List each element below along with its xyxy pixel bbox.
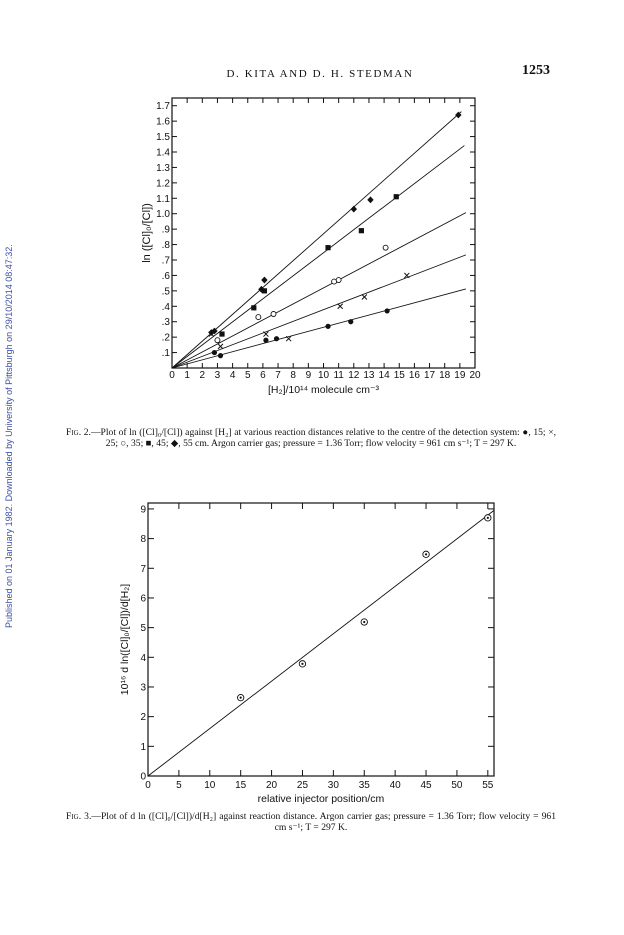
fig2-point-35 bbox=[271, 312, 276, 317]
fig3-x-tick-label: 35 bbox=[358, 780, 370, 791]
fig2-point-15 bbox=[218, 353, 223, 358]
fig2-point-45 bbox=[262, 288, 267, 293]
fig2-x-tick-label: 0 bbox=[169, 370, 175, 381]
fig2-y-tick-label: 1.0 bbox=[156, 209, 170, 221]
fig2-x-tick-label: 12 bbox=[348, 370, 360, 381]
fig2-point-45 bbox=[251, 305, 256, 310]
fig2-point-35 bbox=[256, 315, 261, 320]
fig2-point-55 bbox=[367, 196, 373, 203]
fig3-point-ring bbox=[299, 661, 305, 667]
fig2-fit-line-45 bbox=[172, 146, 464, 368]
fig2-cross-stroke bbox=[218, 344, 223, 349]
fig2-x-tick-label: 11 bbox=[333, 370, 344, 381]
fig3-point-dot bbox=[487, 517, 489, 519]
figure-2-caption-lead: Fig. 2. bbox=[66, 427, 91, 438]
fig2-x-tick-label: 9 bbox=[305, 370, 312, 381]
fig2-fit-line-15 bbox=[172, 289, 466, 368]
figure-3-caption-lead: Fig. 3. bbox=[66, 811, 92, 822]
fig3-x-tick-label: 30 bbox=[327, 780, 339, 791]
fig2-cross-stroke bbox=[286, 336, 291, 341]
figure-3-caption bbox=[66, 811, 556, 833]
fig2-point-45 bbox=[219, 331, 224, 336]
fig3-x-tick-label: 20 bbox=[266, 780, 278, 791]
fig2-point-15 bbox=[385, 308, 390, 313]
fig2-fit-line-55 bbox=[172, 112, 461, 368]
fig2-point-55 bbox=[211, 328, 217, 335]
figure-2-caption-text: —Plot of ln ([Cl]₀/[Cl]) against [H₂] at various reaction distances relative to the centre of the detection system: ●, 15; ×, 25; ○, 35; ■, 45; ◆, 55 cm. Argon carrier gas; pressure = 1.36 Torr; flow velocity = 961 cm s⁻¹; T = 297 K. bbox=[90, 427, 557, 449]
fig2-point-45 bbox=[394, 194, 399, 199]
running-head: D. KITA AND D. H. STEDMAN bbox=[226, 68, 414, 80]
fig2-y-tick-label: 1.2 bbox=[156, 178, 170, 190]
fig2-y-tick-label: .6 bbox=[161, 270, 170, 282]
fig3-y-tick-label: 3 bbox=[140, 682, 146, 694]
fig2-point-25 bbox=[286, 336, 291, 341]
fig2-point-45 bbox=[359, 228, 364, 233]
fig3-point-dot bbox=[301, 663, 303, 665]
fig2-point-55 bbox=[455, 112, 461, 119]
fig2-cross-stroke bbox=[263, 332, 268, 337]
download-watermark-text: Published on 01 January 1982. Downloaded by University of Pittsburgh on 29/10/2014 08:47:32. bbox=[4, 244, 14, 628]
fig2-point-25 bbox=[263, 332, 268, 337]
fig2-y-tick-label: 1.1 bbox=[156, 193, 170, 205]
fig2-x-tick-label: 15 bbox=[393, 370, 405, 381]
fig2-cross-stroke bbox=[362, 295, 367, 300]
fig2-x-tick-label: 3 bbox=[214, 370, 221, 381]
fig2-cross-stroke bbox=[362, 295, 367, 300]
fig2-y-tick-label: 1.3 bbox=[156, 162, 170, 174]
fig2-cross-stroke bbox=[404, 273, 409, 278]
fig3-x-tick-label: 0 bbox=[145, 780, 151, 791]
fig2-x-tick-label: 17 bbox=[423, 370, 436, 381]
fig3-y-tick-label: 8 bbox=[140, 534, 146, 546]
fig2-plot-frame bbox=[172, 98, 475, 368]
fig3-y-tick-label: 2 bbox=[140, 712, 146, 724]
fig3-point-ring bbox=[485, 515, 491, 521]
fig3-point-dot bbox=[363, 621, 365, 623]
fig2-x-tick-label: 5 bbox=[244, 370, 251, 381]
fig2-point-15 bbox=[263, 338, 268, 343]
fig2-x-axis-label: [H₂]/10¹⁴ molecule cm⁻³ bbox=[268, 384, 379, 396]
fig2-point-15 bbox=[348, 319, 353, 324]
fig3-y-tick-label: 4 bbox=[140, 652, 146, 664]
fig2-x-tick-label: 2 bbox=[199, 370, 206, 381]
fig3-x-tick-label: 50 bbox=[451, 780, 463, 791]
fig2-fit-line-25 bbox=[172, 255, 466, 368]
fig3-x-tick-label: 10 bbox=[204, 780, 216, 791]
fig2-fit-line-35 bbox=[172, 213, 466, 368]
fig2-point-45 bbox=[325, 245, 330, 250]
fig3-y-tick-label: 0 bbox=[140, 771, 146, 783]
fig2-point-15 bbox=[212, 350, 217, 355]
fig2-x-tick-label: 19 bbox=[454, 370, 466, 381]
fig3-y-tick-label: 7 bbox=[140, 563, 146, 575]
fig2-y-tick-label: .9 bbox=[161, 224, 170, 236]
fig3-y-tick-label: 9 bbox=[140, 504, 146, 516]
fig2-x-tick-label: 4 bbox=[229, 370, 236, 381]
fig2-cross-stroke bbox=[338, 304, 343, 309]
fig2-point-55 bbox=[351, 206, 357, 213]
download-watermark bbox=[4, 158, 20, 628]
fig2-point-55 bbox=[261, 277, 267, 284]
fig2-y-tick-label: .7 bbox=[161, 255, 170, 267]
fig3-plot-frame bbox=[148, 503, 494, 776]
fig2-point-15 bbox=[274, 336, 279, 341]
fig2-x-tick-label: 7 bbox=[275, 370, 281, 381]
fig2-cross-stroke bbox=[286, 336, 291, 341]
fig2-cross-stroke bbox=[404, 273, 409, 278]
fig2-x-tick-label: 6 bbox=[260, 370, 266, 381]
fig2-x-tick-label: 13 bbox=[363, 370, 375, 381]
fig3-x-tick-label: 25 bbox=[296, 780, 309, 791]
fig2-cross-stroke bbox=[209, 332, 214, 337]
fig2-point-25 bbox=[218, 344, 223, 349]
fig3-x-tick-label: 5 bbox=[176, 780, 182, 791]
fig3-x-tick-label: 55 bbox=[482, 780, 494, 791]
page-number: 1253 bbox=[522, 63, 550, 78]
fig2-x-tick-label: 20 bbox=[469, 370, 481, 381]
fig2-y-tick-label: 1.7 bbox=[156, 101, 170, 113]
fig2-point-35 bbox=[215, 338, 220, 343]
fig2-x-tick-label: 16 bbox=[408, 370, 420, 381]
fig2-point-35 bbox=[383, 245, 388, 250]
fig3-x-axis-label: relative injector position/cm bbox=[257, 793, 385, 805]
fig3-x-tick-label: 40 bbox=[389, 780, 401, 791]
fig3-point-ring bbox=[237, 694, 243, 700]
fig2-x-tick-label: 8 bbox=[290, 370, 296, 381]
fig2-y-tick-label: .5 bbox=[161, 286, 170, 298]
fig3-y-tick-label: 6 bbox=[140, 593, 146, 605]
fig2-point-55 bbox=[208, 329, 214, 336]
fig3-x-tick-label: 15 bbox=[235, 780, 247, 791]
fig2-point-25 bbox=[404, 273, 409, 278]
fig3-point-dot bbox=[425, 553, 427, 555]
fig2-y-tick-label: 1.4 bbox=[156, 147, 170, 159]
fig2-x-tick-label: 18 bbox=[439, 370, 451, 381]
fig2-y-tick-label: .4 bbox=[161, 301, 170, 313]
fig2-x-tick-label: 14 bbox=[378, 370, 390, 381]
fig2-point-25 bbox=[338, 304, 343, 309]
fig2-point-35 bbox=[336, 278, 341, 283]
fig2-y-tick-label: .3 bbox=[161, 317, 170, 329]
fig2-y-tick-label: .1 bbox=[161, 348, 170, 360]
fig3-y-tick-label: 5 bbox=[140, 623, 146, 635]
fig2-y-tick-label: 1.6 bbox=[156, 116, 170, 128]
fig3-x-tick-label: 45 bbox=[420, 780, 432, 791]
fig2-point-25 bbox=[209, 332, 214, 337]
fig2-point-35 bbox=[332, 279, 337, 284]
fig2-cross-stroke bbox=[338, 304, 343, 309]
fig2-y-tick-label: 1.5 bbox=[156, 132, 170, 144]
fig3-point-ring bbox=[361, 619, 367, 625]
fig3-point-ring bbox=[423, 551, 429, 557]
fig3-point-dot bbox=[240, 697, 242, 699]
fig2-x-tick-label: 1 bbox=[184, 370, 190, 381]
fig2-point-25 bbox=[362, 295, 367, 300]
fig2-cross-stroke bbox=[263, 332, 268, 337]
fig2-point-15 bbox=[325, 324, 330, 329]
fig2-y-axis-label: ln ([Cl]₀/[Cl]) bbox=[141, 203, 153, 263]
fig2-cross-stroke bbox=[218, 344, 223, 349]
fig2-y-tick-label: .8 bbox=[161, 240, 170, 252]
fig3-y-tick-label: 1 bbox=[140, 741, 146, 753]
fig2-cross-stroke bbox=[209, 332, 214, 337]
fig2-x-tick-label: 10 bbox=[317, 370, 330, 381]
fig2-point-55 bbox=[258, 286, 264, 293]
fig3-fit-line bbox=[148, 510, 494, 776]
figure-2-caption bbox=[66, 427, 556, 449]
figure-3-caption-text: —Plot of d ln ([Cl]₀/[Cl])/d[H₂] against reaction distance. Argon carrier gas; pressure = 1.36 Torr; flow velocity = 961 cm s⁻¹; T = 297 K. bbox=[91, 811, 556, 833]
fig2-y-tick-label: .2 bbox=[161, 332, 170, 344]
fig3-y-axis-label: 10¹⁶ d ln([Cl]₀/[Cl])/d[H₂] bbox=[119, 583, 131, 696]
